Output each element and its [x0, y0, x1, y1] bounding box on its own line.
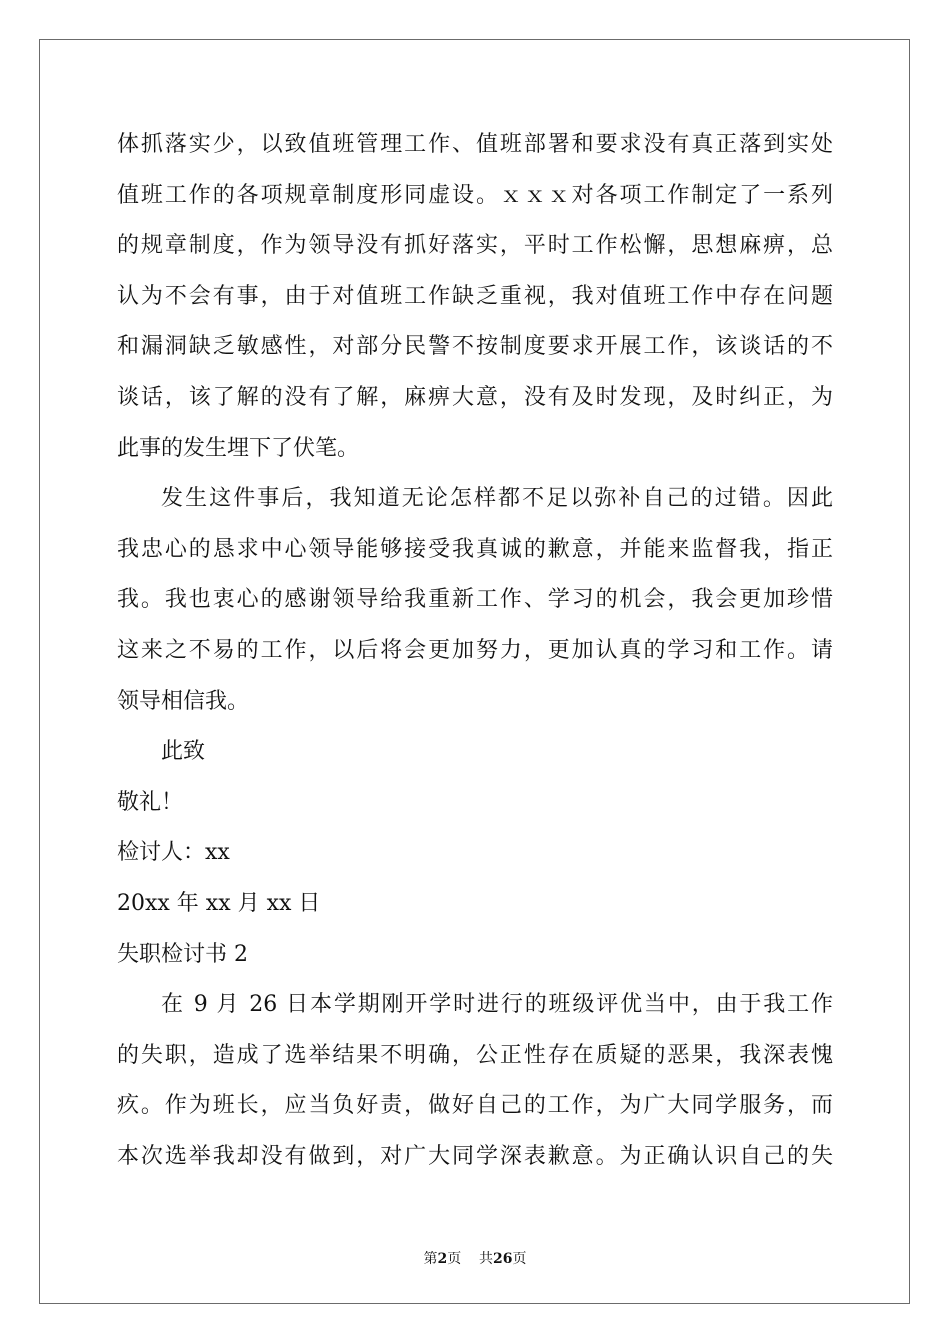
footer-page-unit: 页 — [447, 1251, 462, 1267]
footer-prefix: 第 — [423, 1251, 438, 1267]
page-footer — [0, 1248, 950, 1268]
text-line: 我。我也衷心的感谢领导给我重新工作、学习的机会，我会更加珍惜 — [117, 587, 833, 613]
text-line: 谈话，该了解的没有了解，麻痹大意，没有及时发现，及时纠正，为 — [117, 384, 833, 410]
text-line: 这来之不易的工作，以后将会更加努力，更加认真的学习和工作。请 — [117, 637, 833, 663]
text-line: 此事的发生埋下了伏笔。 — [117, 435, 360, 461]
document-body — [117, 120, 833, 1182]
text-line: 疚。作为班长，应当负好责，做好自己的工作，为广大同学服务，而 — [117, 1093, 833, 1119]
text-line: 的失职，造成了选举结果不明确，公正性存在质疑的恶果，我深表愧 — [117, 1042, 833, 1068]
footer-total-unit: 页 — [512, 1251, 527, 1267]
total-pages-number: 26 — [493, 1251, 513, 1267]
text-line: 和漏洞缺乏敏感性，对部分民警不按制度要求开展工作，该谈话的不 — [117, 334, 833, 360]
text-line: 领导相信我。 — [117, 688, 250, 714]
paragraph-1 — [117, 120, 833, 474]
paragraph-2 — [117, 474, 833, 727]
salute: 敬礼！ — [117, 789, 184, 815]
text-line: 值班工作的各项规章制度形同虚设。ｘｘｘ对各项工作制定了一系列 — [117, 182, 833, 208]
text-line: 认为不会有事，由于对值班工作缺乏重视，我对值班工作中存在问题 — [117, 283, 833, 309]
text-line: 本次选举我却没有做到，对广大同学深表歉意。为正确认识自己的失 — [117, 1143, 833, 1169]
current-page-number: 2 — [437, 1251, 448, 1267]
text-line: 体抓落实少，以致值班管理工作、值班部署和要求没有真正落到实处 — [117, 132, 833, 157]
closing: 此致 — [161, 739, 206, 765]
footer-total-prefix: 共 — [479, 1251, 494, 1267]
signature: 检讨人：xx — [117, 840, 230, 866]
text-line: 我忠心的恳求中心领导能够接受我真诚的歉意，并能来监督我，指正 — [117, 536, 833, 562]
text-line: 的规章制度，作为领导没有抓好落实，平时工作松懈，思想麻痹，总 — [117, 233, 833, 259]
text-line: 发生这件事后，我知道无论怎样都不足以弥补自己的过错。因此 — [161, 486, 833, 512]
paragraph-3 — [117, 980, 833, 1182]
section-title: 失职检讨书 2 — [117, 941, 248, 967]
date: 20xx 年 xx 月 xx 日 — [117, 890, 321, 916]
text-line: 在 9 月 26 日本学期刚开学时进行的班级评优当中，由于我工作 — [161, 992, 833, 1018]
